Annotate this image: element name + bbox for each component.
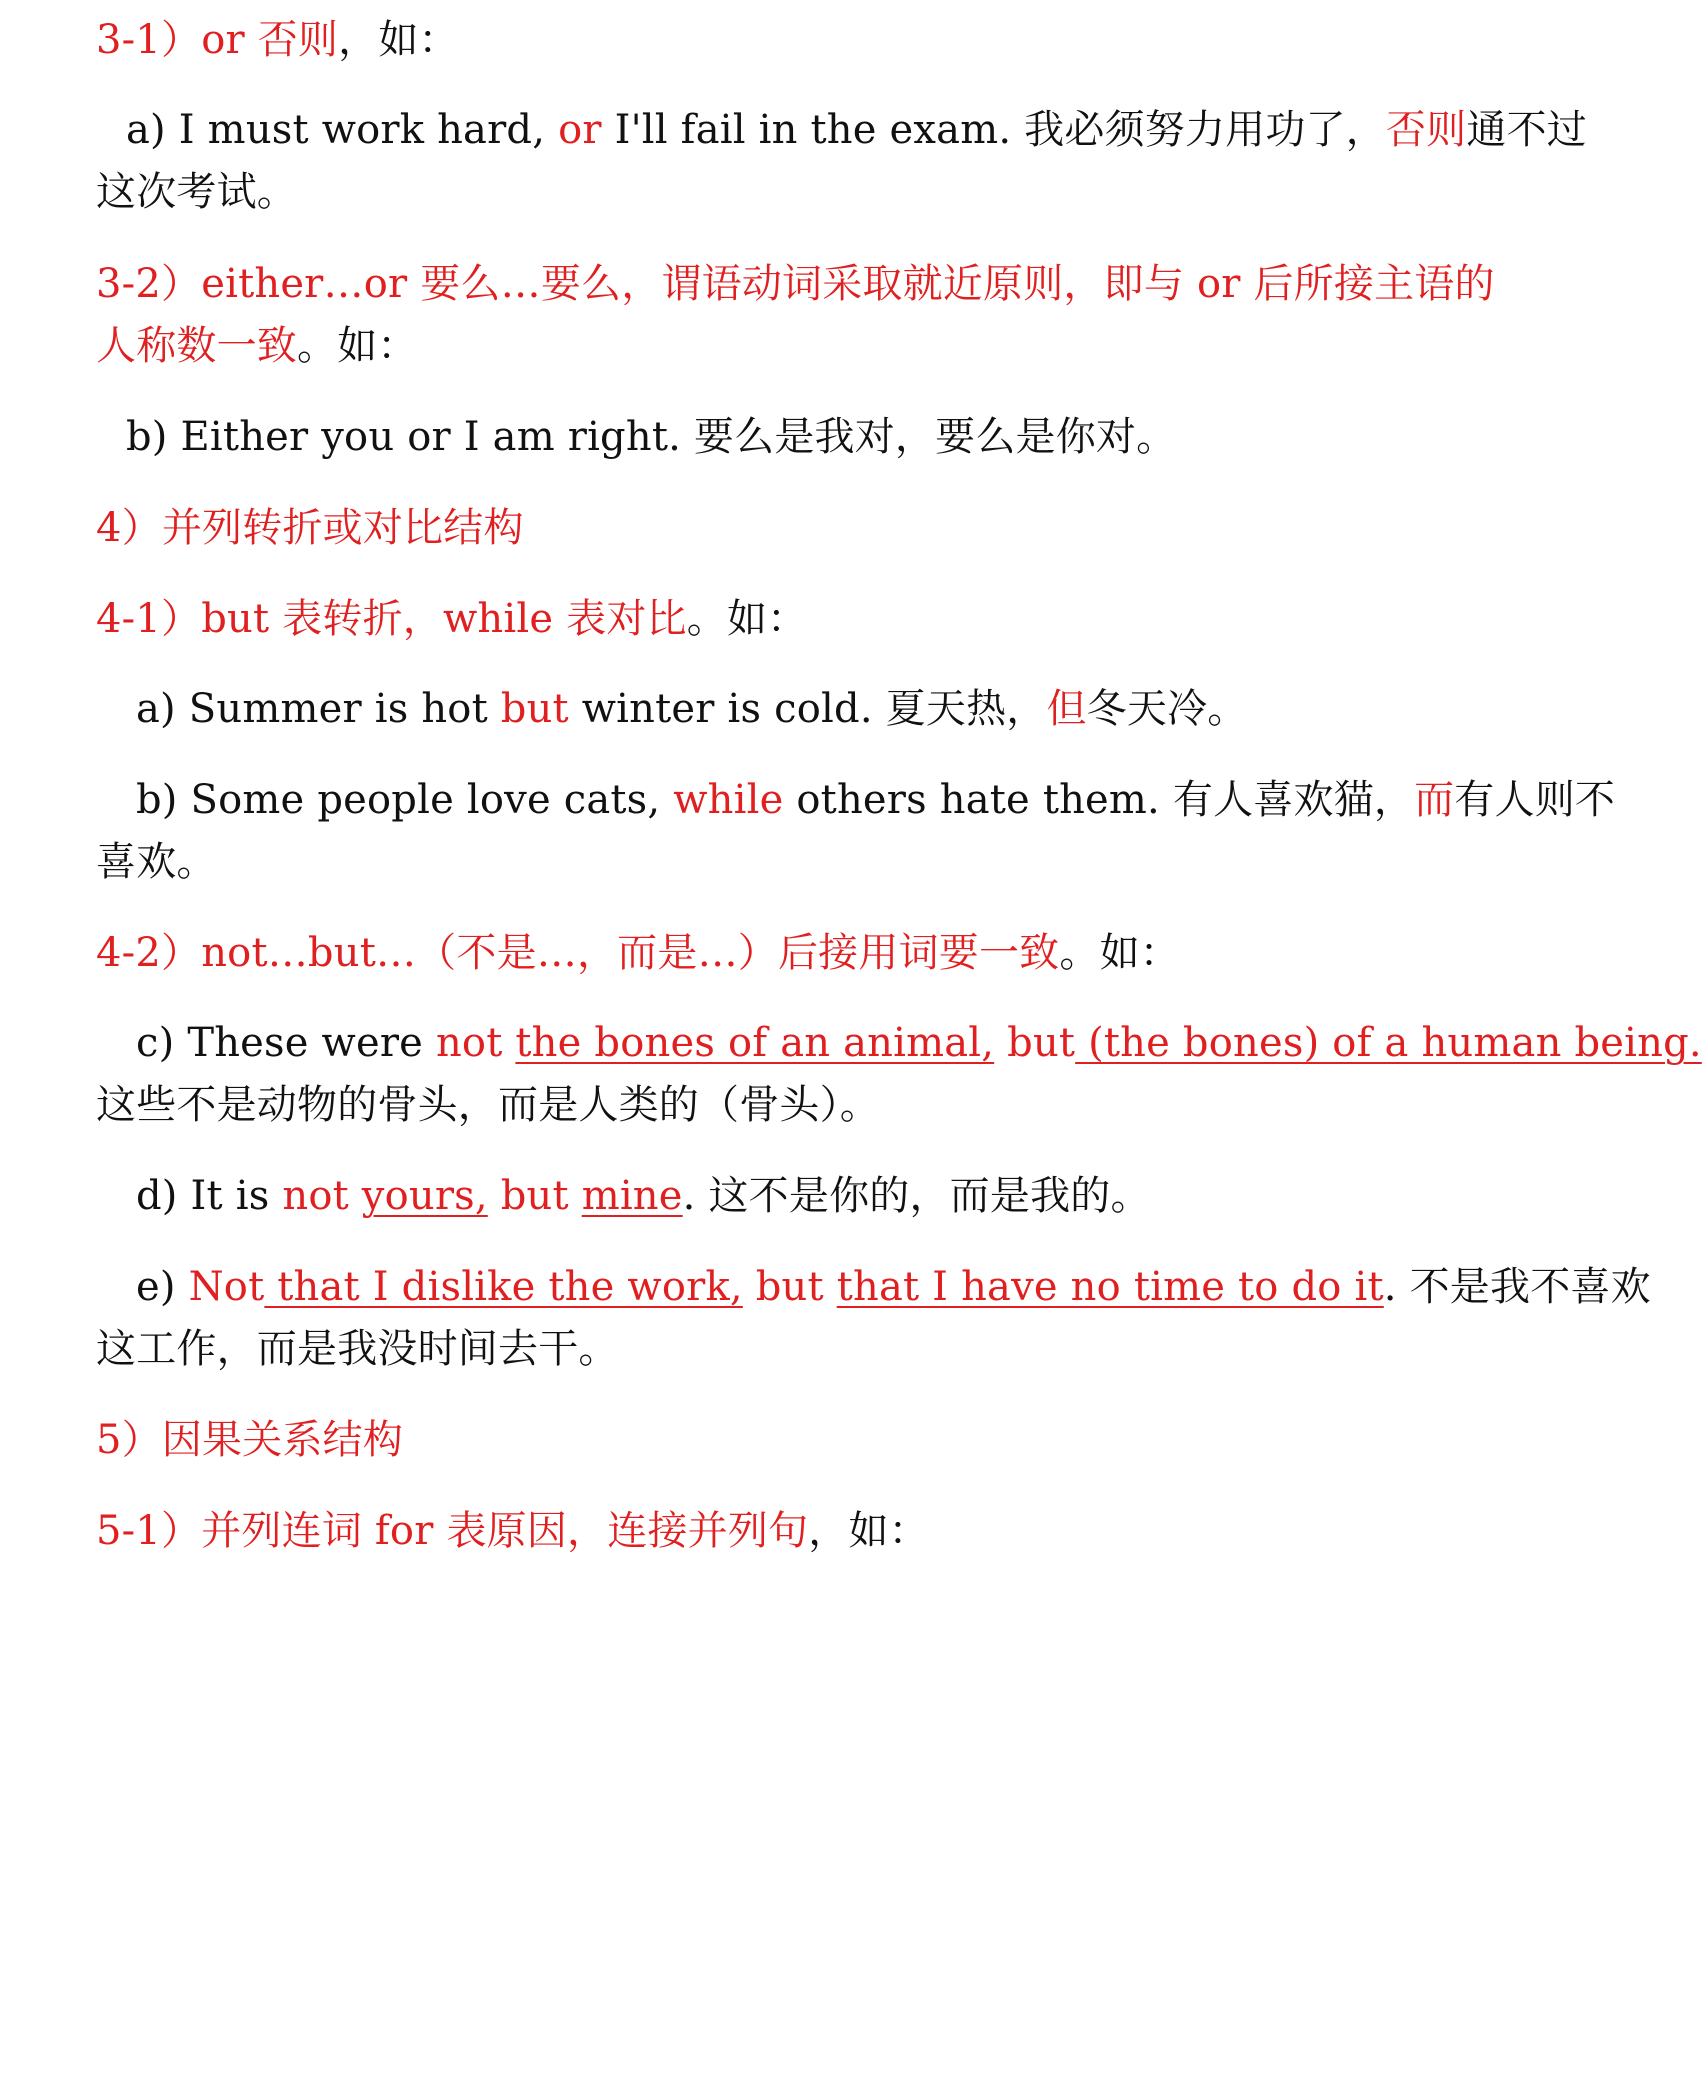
- example-4-2-c-cont: [96, 1079, 1499, 1131]
- example-text: others hate them. 有人喜欢猫，: [783, 777, 1415, 823]
- heading-4-1-suffix: 。如：: [686, 596, 808, 642]
- highlight-but: but: [742, 1264, 837, 1310]
- example-text: 通不过: [1466, 107, 1587, 153]
- example-4-2-e: [136, 1261, 1651, 1313]
- heading-4-2: [96, 927, 1499, 979]
- heading-3-1-title: 3-1）or 否则: [96, 17, 339, 63]
- heading-4-1-title: 4-1）but 表转折，while 表对比: [96, 596, 687, 642]
- heading-5-1-title: 5-1）并列连词 for 表原因，连接并列句: [96, 1508, 809, 1554]
- example-text: a) Summer is hot: [136, 686, 501, 732]
- highlight-but: but: [994, 1020, 1076, 1066]
- example-text: 冬天冷。: [1086, 686, 1248, 732]
- heading-4-title: 4）并列转折或对比结构: [96, 505, 524, 551]
- example-4-1-a: [136, 683, 1499, 735]
- underlined-phrase: (the bones) of a human being.: [1075, 1020, 1702, 1066]
- heading-5-1: [96, 1505, 1499, 1557]
- example-4-1-b: [136, 774, 1616, 826]
- highlight-but: but: [487, 1173, 582, 1219]
- heading-3-1-suffix: ，如：: [338, 17, 459, 63]
- example-4-2-d: [136, 1170, 1499, 1222]
- example-text: a) I must work hard,: [126, 107, 559, 153]
- example-4-2-e-cont: [96, 1323, 1499, 1375]
- example-3-2-b: [126, 411, 1499, 463]
- highlight-but: but: [500, 686, 569, 732]
- example-text: winter is cold. 夏天热，: [568, 686, 1047, 732]
- example-text: 这工作，而是我没时间去干。: [96, 1326, 619, 1372]
- highlight-while: while: [673, 777, 784, 823]
- example-text: 喜欢。: [96, 839, 217, 885]
- heading-4-2-suffix: 。如：: [1059, 930, 1180, 976]
- highlight-not: not: [435, 1020, 516, 1066]
- highlight-not: not: [282, 1173, 362, 1219]
- example-text: e): [136, 1264, 189, 1310]
- heading-3-2-suffix: 。如：: [297, 323, 418, 369]
- heading-3-2-cont: [96, 320, 1499, 372]
- example-text: . 这不是你的，而是我的。: [682, 1173, 1151, 1219]
- example-text: 这些不是动物的骨头，而是人类的（骨头）。: [96, 1082, 880, 1128]
- example-4-1-b-cont: [96, 836, 1499, 888]
- heading-3-1: [96, 14, 1499, 66]
- highlight-fouze: 否则: [1385, 107, 1467, 153]
- heading-5-1-suffix: ，如：: [808, 1508, 929, 1554]
- example-text: . 不是我不喜欢: [1383, 1264, 1651, 1310]
- heading-4-2-title: 4-2）not…but…（不是…，而是…）后接用词要一致: [96, 930, 1060, 976]
- example-text: I'll fail in the exam. 我必须努力用功了，: [601, 107, 1386, 153]
- example-text: d) It is: [136, 1173, 283, 1219]
- highlight-er: 而: [1414, 777, 1455, 823]
- underlined-phrase: the bones of an animal,: [515, 1020, 995, 1066]
- underlined-phrase: yours,: [361, 1173, 488, 1219]
- example-3-1-a: [126, 104, 1587, 156]
- example-4-2-c: [136, 1017, 1702, 1069]
- heading-4: [96, 502, 1499, 554]
- heading-3-2-title-cont: 人称数一致: [96, 323, 297, 369]
- underlined-phrase: that I have no time to do it: [836, 1264, 1384, 1310]
- highlight-not: Not: [188, 1264, 265, 1310]
- heading-5-title: 5）因果关系结构: [96, 1417, 404, 1463]
- heading-5: [96, 1414, 1499, 1466]
- example-text: c) These were: [136, 1020, 436, 1066]
- highlight-dan: 但: [1046, 686, 1087, 732]
- example-3-1-a-cont: [96, 166, 1499, 218]
- example-text: 有人则不: [1454, 777, 1616, 823]
- highlight-or: or: [558, 107, 602, 153]
- example-text: b) Either you or I am right. 要么是我对，要么是你对。: [126, 414, 1177, 460]
- heading-3-2-title: 3-2）either…or 要么…要么，谓语动词采取就近原则，即与 or 后所接主语的: [96, 261, 1495, 307]
- underlined-phrase: mine: [581, 1173, 683, 1219]
- heading-3-2: [96, 258, 1499, 310]
- example-text: 这次考试。: [96, 169, 297, 215]
- underlined-phrase: that I dislike the work,: [264, 1264, 743, 1310]
- example-text: b) Some people love cats,: [136, 777, 674, 823]
- heading-4-1: [96, 593, 1499, 645]
